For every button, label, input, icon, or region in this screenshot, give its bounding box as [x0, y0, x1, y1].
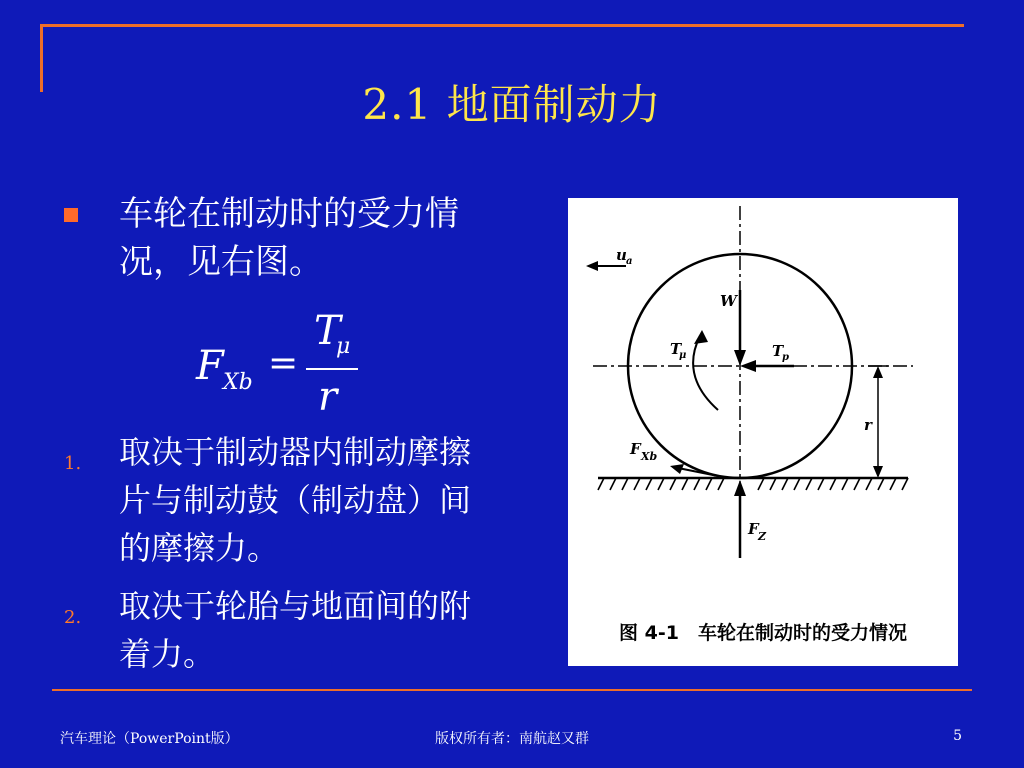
label-tmu: T: [670, 340, 682, 358]
square-bullet-icon: [64, 208, 78, 222]
footer-course-title: 汽车理论（PowerPoint版）: [60, 731, 239, 747]
slide-title: 2.1 地面制动力: [362, 80, 662, 129]
footer-page-number: 5: [953, 728, 962, 744]
item-number: 1.: [64, 453, 82, 474]
fxb-arrowhead: [670, 464, 684, 474]
label-tp: T: [772, 342, 784, 360]
main-bullet: [64, 190, 504, 286]
ground-hatching: [598, 478, 908, 490]
label-r: r: [864, 416, 872, 434]
formula-lhs: F: [196, 343, 224, 389]
label-fz-sub: Z: [758, 530, 767, 543]
main-bullet-text: 车轮在制动时的受力情况，见右图。: [119, 194, 459, 282]
wheel-diagram: [568, 198, 958, 618]
fz-arrowhead: [734, 480, 746, 496]
torque-arc: [693, 336, 718, 410]
frame-bottom-line: [52, 689, 972, 691]
formula-lhs-sub: Xb: [223, 370, 253, 395]
weight-arrowhead: [734, 350, 746, 366]
velocity-arrowhead: [586, 261, 598, 271]
label-fz: F: [748, 520, 759, 538]
radius-arrowhead-top: [873, 366, 883, 378]
item-number: 2.: [64, 607, 82, 628]
torque-arrowhead: [694, 330, 708, 344]
label-fxb: F: [630, 440, 641, 458]
numbered-item-1: [64, 428, 494, 572]
fraction-bar: [306, 368, 358, 370]
tp-arrowhead: [740, 360, 756, 372]
radius-arrowhead-bottom: [873, 466, 883, 478]
label-fxb-sub: Xb: [641, 450, 658, 463]
figure-caption: 图 4-1 车轮在制动时的受力情况: [619, 622, 907, 644]
label-ua: u: [616, 246, 627, 264]
formula-numerator: T: [314, 308, 341, 354]
label-tp-sub: p: [782, 352, 789, 363]
fxb-arrow: [678, 468, 728, 478]
item-text: 取决于轮胎与地面间的附着力。: [119, 587, 472, 673]
label-w: W: [720, 292, 737, 310]
wheel-force-figure: [568, 198, 958, 666]
numbered-item-2: [64, 582, 494, 678]
label-tmu-sub: μ: [679, 350, 687, 361]
footer-copyright: 版权所有者：南航赵又群: [435, 731, 589, 747]
label-ua-sub: a: [626, 256, 633, 267]
frame-top-line: [40, 24, 964, 27]
formula-equals: =: [268, 343, 299, 384]
item-text: 取决于制动器内制动摩擦片与制动鼓（制动盘）间的摩擦力。: [119, 433, 472, 567]
formula: [196, 308, 376, 426]
formula-numerator-sub: μ: [336, 334, 351, 359]
formula-denominator: r: [318, 374, 338, 420]
